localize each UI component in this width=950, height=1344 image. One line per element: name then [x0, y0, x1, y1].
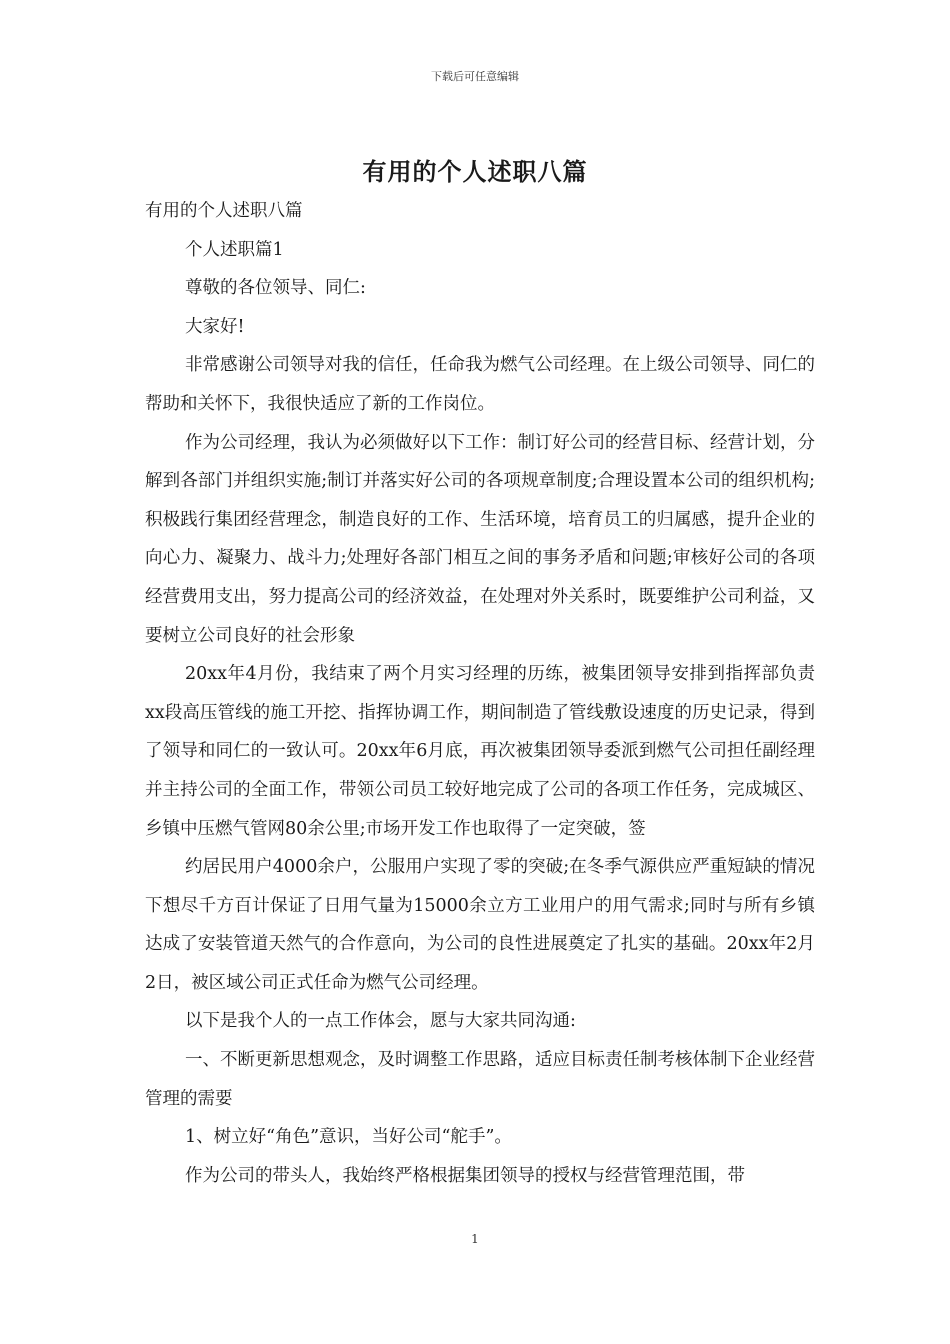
paragraph: 一、不断更新思想观念，及时调整工作思路，适应目标责任制考核体制下企业经营管理的需要 [145, 1050, 815, 1109]
page-number: 1 [471, 1232, 479, 1246]
paragraph: 非常感谢公司领导对我的信任，任命我为燃气公司经理。在上级公司领导、同仁的帮助和关怀下，我很快适应了新的工作岗位。 [145, 355, 815, 414]
paragraph: 作为公司的带头人，我始终严格根据集团领导的授权与经营管理范围，带 [185, 1165, 745, 1186]
document-title: 有用的个人述职八篇 [362, 158, 588, 186]
paragraph: 20xx年4月份，我结束了两个月实习经理的历练，被集团领导安排到指挥部负责xx段高压管线的施工开挖、指挥协调工作，期间制造了管线敷设速度的历史记录，得到了领导和同仁的一致认可。20xx年6月底，再次被集团领导委派到燃气公司担任副经理并主持公司的全面工作，带领公司员工较好地完成了公司的各项工作任务，完成城区、乡镇中压燃气管网80余公里;市场开发工作也取得了一定突破，签 [145, 664, 815, 839]
paragraph: 尊敬的各位领导、同仁: [185, 278, 366, 299]
paragraph: 有用的个人述职八篇 [145, 201, 303, 221]
paragraph: 大家好! [185, 316, 245, 337]
paragraph: 约居民用户4000余户，公服用户实现了零的突破;在冬季气源供应严重短缺的情况下想尽千方百计保证了日用气量为15000余立方工业用户的用气需求;同时与所有乡镇达成了安装管道天然气的合作意向，为公司的良性进展奠定了扎实的基础。20xx年2月2日，被区域公司正式任命为燃气公司经理。 [145, 857, 815, 993]
document-body [145, 192, 815, 1195]
download-note: 下载后可任意编辑 [431, 70, 519, 83]
paragraph: 个人述职篇1 [185, 239, 284, 260]
paragraph: 以下是我个人的一点工作体会，愿与大家共同沟通: [185, 1011, 576, 1032]
paragraph: 1、树立好“角色”意识，当好公司“舵手”。 [185, 1127, 512, 1148]
paragraph: 作为公司经理，我认为必须做好以下工作：制订好公司的经营目标、经营计划，分解到各部门并组织实施;制订并落实好公司的各项规章制度;合理设置本公司的组织机构;积极践行集团经营理念，制造良好的工作、生活环境，培育员工的归属感，提升企业的向心力、凝聚力、战斗力;处理好各部门相互之间的事务矛盾和问题;审核好公司的各项经营费用支出，努力提高公司的经济效益，在处理对外关系时，既要维护公司利益，又要树立公司良好的社会形象 [145, 432, 815, 646]
